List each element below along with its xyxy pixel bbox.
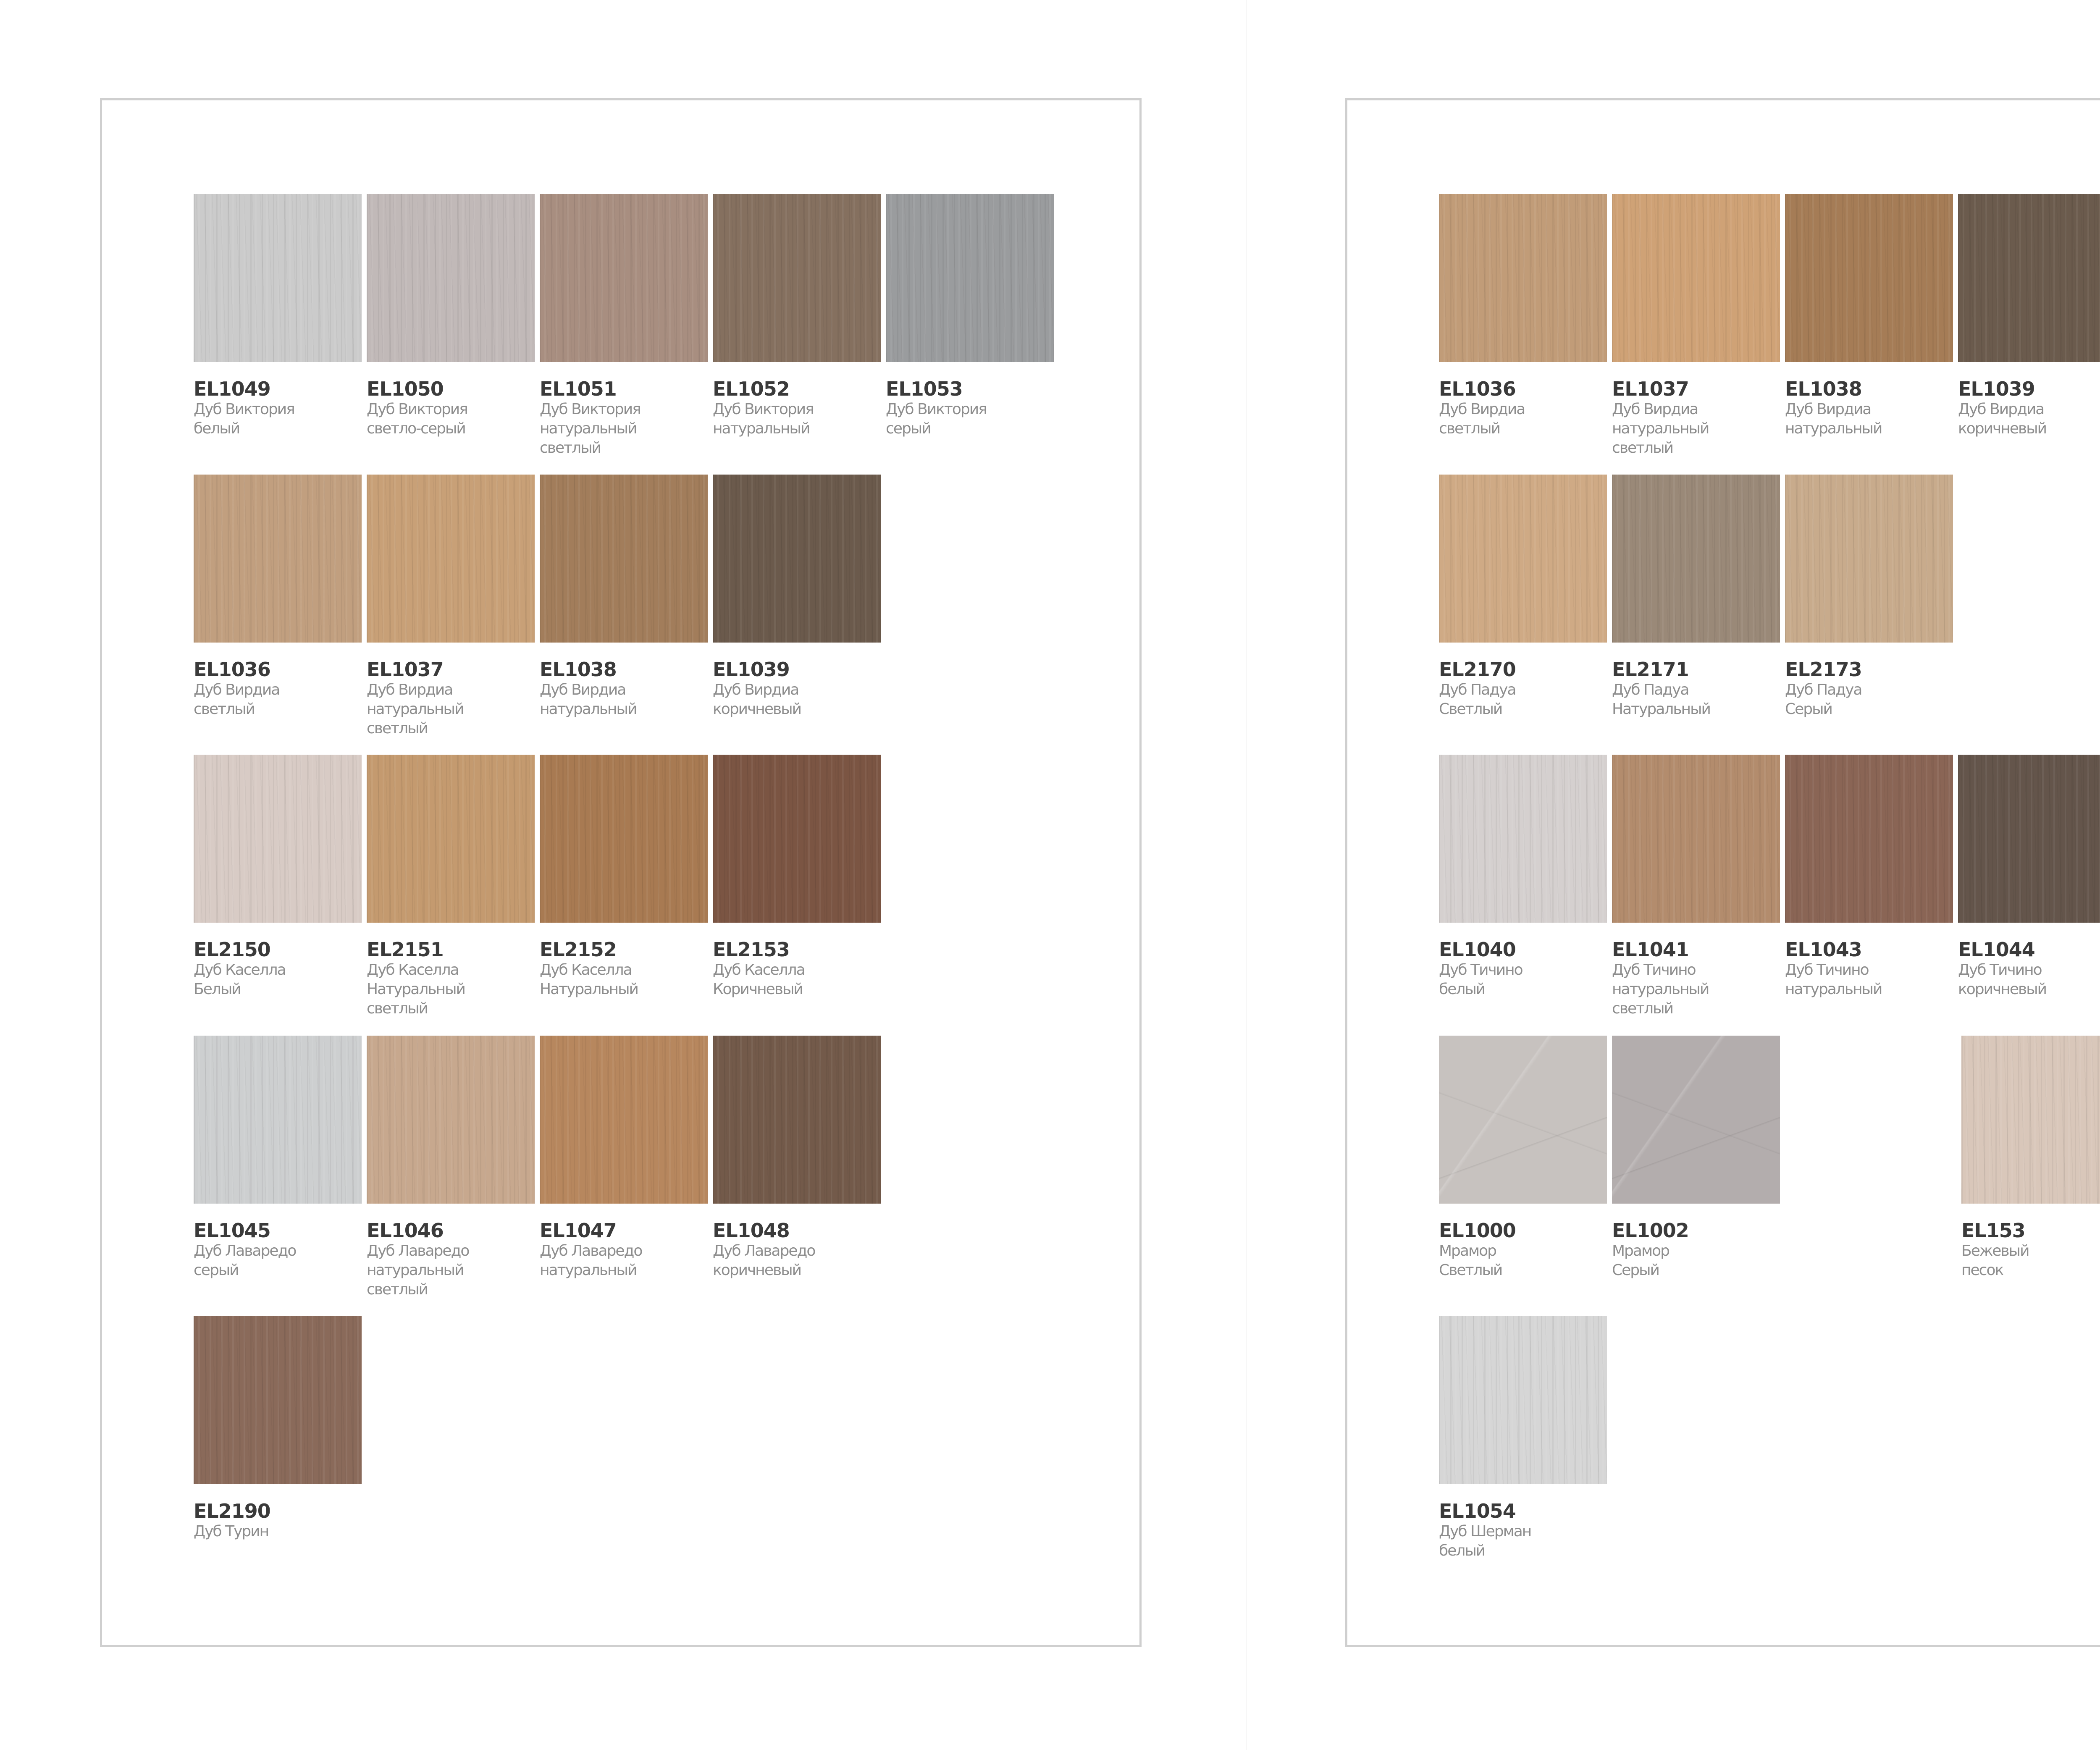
swatch-sample [367, 755, 535, 923]
swatch-card [1439, 1316, 1607, 1561]
swatch-code: EL1002 [1612, 1219, 1689, 1242]
swatch-description-line: натуральный [713, 420, 810, 437]
swatch-description-line: Дуб Виктория [194, 401, 294, 418]
swatch-code: EL1038 [1785, 378, 1862, 400]
swatch-description-line: Дуб Виктория [540, 401, 640, 418]
swatch-description-line: Дуб Каселла [713, 961, 805, 979]
swatch-description-line: коричневый [713, 701, 801, 718]
swatch-sample [713, 755, 881, 923]
swatch-card [713, 755, 881, 999]
swatch-code: EL1046 [367, 1219, 444, 1242]
swatch-description-line: натуральный [540, 701, 637, 718]
swatch-sample [540, 475, 708, 643]
swatch-card [1439, 194, 1607, 438]
swatch-description-line: Дуб Виктория [713, 401, 814, 418]
swatch-sample [1612, 194, 1780, 362]
swatch-description-line: натуральный [367, 1262, 464, 1279]
swatch-description-line: Дуб Падуа [1785, 681, 1862, 698]
swatch-description-line: белый [1439, 1542, 1485, 1559]
swatch-code: EL2152 [540, 938, 617, 961]
swatch-description-line: натуральный [1612, 420, 1709, 437]
swatch-card [194, 475, 362, 719]
catalog-page-left [100, 98, 1142, 1647]
swatch-description-line: Дуб Каселла [194, 961, 286, 979]
swatch-sample [1439, 194, 1607, 362]
swatch-code: EL2171 [1612, 658, 1689, 681]
swatch-sample [1958, 194, 2100, 362]
swatch-sample [1439, 1316, 1607, 1484]
swatch-description-line: Дуб Вирдиа [367, 681, 453, 698]
swatch-sample [367, 194, 535, 362]
swatch-code: EL2170 [1439, 658, 1516, 681]
swatch-description-line: белый [1439, 981, 1485, 998]
swatch-code: EL1043 [1785, 938, 1862, 961]
swatch-description-line: Дуб Тичино [1439, 961, 1522, 979]
swatch-sample [194, 755, 362, 923]
catalog-page-right [1345, 98, 2100, 1647]
swatch-code: EL1047 [540, 1219, 617, 1242]
swatch-description-line: коричневый [1958, 981, 2047, 998]
swatch-description-line: Дуб Падуа [1612, 681, 1689, 698]
swatch-description-line: светлый [1439, 420, 1500, 437]
swatch-description-line: Дуб Лаваредо [367, 1242, 469, 1259]
swatch-code: EL1039 [713, 658, 790, 681]
swatch-sample [1958, 755, 2100, 923]
swatch-card [1958, 755, 2100, 999]
swatch-card [540, 755, 708, 999]
swatch-card [1785, 194, 1953, 438]
swatch-code: EL1051 [540, 378, 617, 400]
swatch-code: EL1039 [1958, 378, 2035, 400]
swatch-description-line: натуральный [367, 701, 464, 718]
swatch-code: EL1044 [1958, 938, 2035, 961]
swatch-sample [367, 1036, 535, 1204]
swatch-code: EL1040 [1439, 938, 1516, 961]
swatch-code: EL1038 [540, 658, 617, 681]
swatch-description-line: Серый [1785, 701, 1832, 718]
swatch-description-line: коричневый [1958, 420, 2047, 437]
swatch-description-line: светлый [367, 1000, 428, 1017]
swatch-description-line: Светлый [1439, 1262, 1502, 1279]
swatch-sample [1961, 1036, 2100, 1204]
swatch-description-line: Дуб Каселла [540, 961, 632, 979]
swatch-card [1785, 755, 1953, 999]
swatch-description-line: белый [194, 420, 240, 437]
swatch-card [1612, 755, 1780, 1018]
swatch-sample [1785, 475, 1953, 643]
swatch-description-line: светлый [540, 439, 601, 457]
swatch-description-line: светло-серый [367, 420, 465, 437]
swatch-description-line: Дуб Вирдиа [1439, 401, 1525, 418]
swatch-code: EL2150 [194, 938, 270, 961]
swatch-card [1785, 475, 1953, 719]
swatch-card [367, 755, 535, 1018]
swatch-sample [1612, 475, 1780, 643]
swatch-code: EL153 [1961, 1219, 2025, 1242]
spread-divider [1246, 0, 1247, 1750]
swatch-description-line: Дуб Турин [194, 1523, 269, 1540]
swatch-card [1439, 475, 1607, 719]
swatch-description-line: Дуб Вирдиа [1612, 401, 1698, 418]
swatch-card [367, 1036, 535, 1299]
swatch-card [713, 194, 881, 438]
swatch-card [194, 755, 362, 999]
swatch-description-line: светлый [194, 701, 255, 718]
swatch-description-line: Дуб Тичино [1612, 961, 1696, 979]
swatch-description-line: Дуб Лаваредо [713, 1242, 815, 1259]
swatch-description-line: Натуральный [540, 981, 638, 998]
swatch-sample [1612, 1036, 1780, 1204]
swatch-description-line: Серый [1612, 1262, 1659, 1279]
swatch-description-line: Дуб Шерман [1439, 1523, 1531, 1540]
swatch-description-line: Дуб Вирдиа [194, 681, 280, 698]
swatch-card [713, 475, 881, 719]
swatch-code: EL1036 [1439, 378, 1516, 400]
swatch-description-line: песок [1961, 1262, 2003, 1279]
swatch-description-line: Коричневый [713, 981, 803, 998]
swatch-card [1612, 194, 1780, 458]
swatch-card [1612, 475, 1780, 719]
swatch-description-line: натуральный [540, 1262, 637, 1279]
swatch-description-line: серый [194, 1262, 239, 1279]
swatch-code: EL1053 [886, 378, 963, 400]
swatch-code: EL2190 [194, 1500, 270, 1522]
swatch-description-line: Натуральный [367, 981, 465, 998]
swatch-card [367, 194, 535, 438]
swatch-code: EL1050 [367, 378, 444, 400]
swatch-code: EL2151 [367, 938, 444, 961]
swatch-description-line: Бежевый [1961, 1242, 2029, 1259]
swatch-sample [713, 1036, 881, 1204]
swatch-card [194, 1316, 362, 1541]
swatch-description-line: Дуб Вирдиа [540, 681, 626, 698]
swatch-description-line: Мрамор [1612, 1242, 1670, 1259]
swatch-card [1961, 1036, 2100, 1280]
swatch-description-line: светлый [367, 720, 428, 737]
swatch-sample [194, 194, 362, 362]
swatch-description-line: Натуральный [1612, 701, 1710, 718]
swatch-sample [540, 194, 708, 362]
swatch-card [194, 1036, 362, 1280]
swatch-sample [1612, 755, 1780, 923]
swatch-card [540, 1036, 708, 1280]
swatch-sample [1439, 755, 1607, 923]
swatch-card [194, 194, 362, 438]
swatch-description-line: Дуб Вирдиа [1785, 401, 1871, 418]
swatch-description-line: коричневый [713, 1262, 801, 1279]
swatch-description-line: натуральный [1785, 981, 1882, 998]
swatch-card [367, 475, 535, 738]
swatch-code: EL2153 [713, 938, 790, 961]
swatch-sample [1439, 1036, 1607, 1204]
swatch-card [1439, 755, 1607, 999]
swatch-description-line: Дуб Вирдиа [713, 681, 799, 698]
swatch-code: EL2173 [1785, 658, 1862, 681]
swatch-description-line: Дуб Вирдиа [1958, 401, 2044, 418]
swatch-code: EL1036 [194, 658, 270, 681]
swatch-card [1439, 1036, 1607, 1280]
swatch-sample [194, 475, 362, 643]
swatch-description-line: Дуб Виктория [367, 401, 467, 418]
swatch-sample [713, 475, 881, 643]
swatch-sample [1785, 194, 1953, 362]
swatch-description-line: Дуб Лаваредо [540, 1242, 642, 1259]
swatch-description-line: Дуб Падуа [1439, 681, 1516, 698]
swatch-description-line: светлый [1612, 439, 1673, 457]
swatch-code: EL1041 [1612, 938, 1689, 961]
swatch-description-line: светлый [367, 1281, 428, 1298]
swatch-description-line: Дуб Виктория [886, 401, 987, 418]
swatch-code: EL1054 [1439, 1500, 1516, 1522]
swatch-description-line: Мрамор [1439, 1242, 1496, 1259]
swatch-card [886, 194, 1054, 438]
swatch-sample [886, 194, 1054, 362]
swatch-code: EL1045 [194, 1219, 270, 1242]
swatch-description-line: серый [886, 420, 931, 437]
swatch-description-line: натуральный [1612, 981, 1709, 998]
swatch-code: EL1037 [1612, 378, 1689, 400]
swatch-code: EL1049 [194, 378, 270, 400]
swatch-description-line: Дуб Каселла [367, 961, 459, 979]
swatch-description-line: Дуб Тичино [1958, 961, 2042, 979]
swatch-sample [540, 755, 708, 923]
swatch-description-line: Дуб Тичино [1785, 961, 1869, 979]
swatch-card [1612, 1036, 1780, 1280]
swatch-card [540, 194, 708, 458]
swatch-code: EL1052 [713, 378, 790, 400]
swatch-description-line: светлый [1612, 1000, 1673, 1017]
swatch-code: EL1000 [1439, 1219, 1516, 1242]
swatch-code: EL1037 [367, 658, 444, 681]
swatch-description-line: Светлый [1439, 701, 1502, 718]
swatch-sample [367, 475, 535, 643]
swatch-sample [194, 1316, 362, 1484]
swatch-card [713, 1036, 881, 1280]
swatch-sample [713, 194, 881, 362]
swatch-card [540, 475, 708, 719]
swatch-description-line: натуральный [1785, 420, 1882, 437]
swatch-sample [1439, 475, 1607, 643]
swatch-card [1958, 194, 2100, 438]
swatch-description-line: натуральный [540, 420, 637, 437]
swatch-description-line: Белый [194, 981, 241, 998]
swatch-code: EL1048 [713, 1219, 790, 1242]
swatch-description-line: Дуб Лаваредо [194, 1242, 296, 1259]
swatch-sample [1785, 755, 1953, 923]
swatch-sample [540, 1036, 708, 1204]
swatch-sample [194, 1036, 362, 1204]
